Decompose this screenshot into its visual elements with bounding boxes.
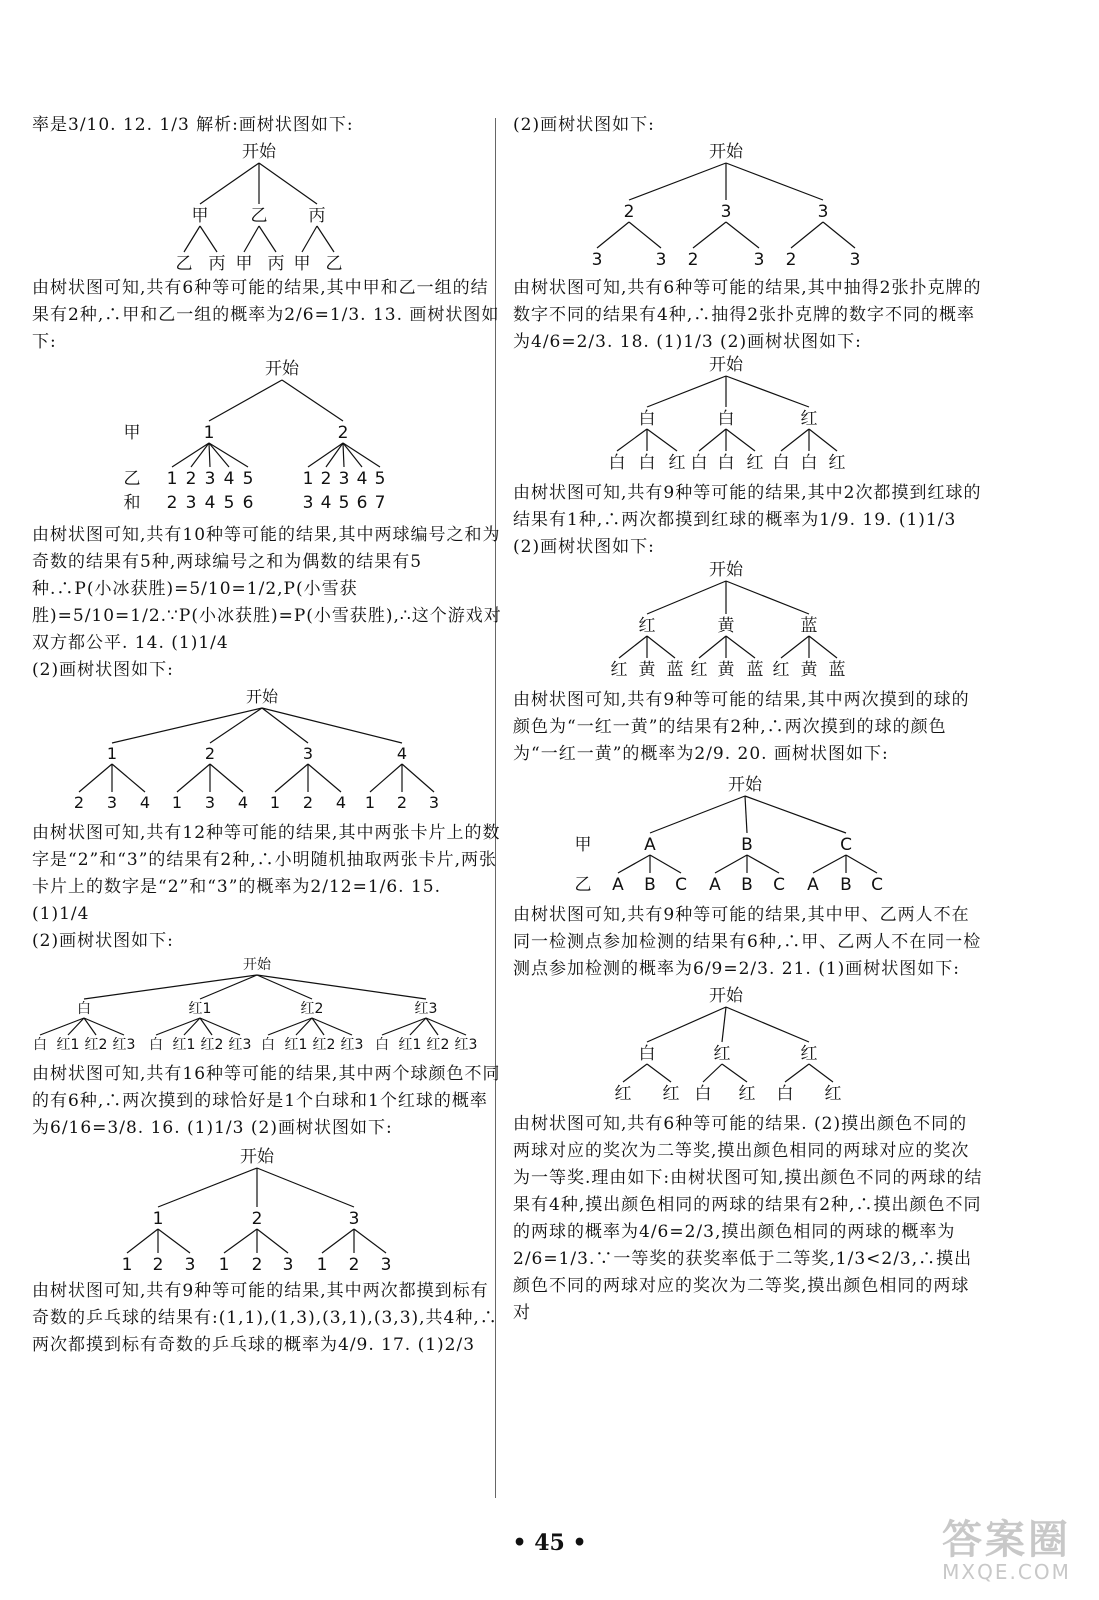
tree-node-label: 黄 xyxy=(717,616,735,636)
tree-branch-line xyxy=(184,226,200,252)
tree-root-label: 开始 xyxy=(728,775,762,795)
tree-leaf-label: 1 xyxy=(316,1255,328,1275)
answer-text: (2)画树状图如下: xyxy=(513,115,655,135)
tree-branch-line xyxy=(210,708,262,743)
tree-branch-line xyxy=(268,1018,312,1035)
tree-sum-label: 4 xyxy=(204,493,216,513)
tree-branch-line xyxy=(354,1229,386,1253)
tree-root-label: 开始 xyxy=(240,1147,274,1167)
answer-text: 由树状图可知,共有9种等可能的结果,其中两次摸到的球的颜色为“一红一黄”的结果有2种,∴两次摸到的球的颜色为“一红一黄”的概率为2/9. 20. 画树状图如下: xyxy=(513,690,970,764)
tree-branch-line xyxy=(726,581,809,614)
answer-text: 由树状图可知,共有9种等可能的结果,其中两次都摸到标有奇数的乒乓球的结果有:(1,1),(1,3),(3,1),(3,3),共4种,∴两次都摸到标有奇数的乒乓球的概率为4/9. 17. (1)2/3 xyxy=(32,1281,498,1355)
tree-leaf-label: 3 xyxy=(204,469,216,489)
tree-branch-line xyxy=(84,975,257,999)
tree-branch-line xyxy=(650,855,681,873)
tree-leaf-label: 蓝 xyxy=(828,660,846,680)
tree-leaf-label: 2 xyxy=(302,793,314,812)
tree-branch-line xyxy=(326,443,343,467)
tree-branch-line xyxy=(699,429,726,451)
tree-leaf-label: 红 xyxy=(662,1084,680,1104)
tree-branch-line xyxy=(726,1007,809,1042)
tree-branch-line xyxy=(726,636,755,658)
tree-leaf-label: 4 xyxy=(139,793,151,812)
answer-text: (2)画树状图如下: xyxy=(32,660,174,680)
tree-node-label: 红 xyxy=(800,1044,818,1064)
tree-leaf-label: 白 xyxy=(717,453,735,473)
tree-branch-line xyxy=(343,443,344,467)
tree-node-label: 3 xyxy=(348,1209,360,1229)
tree-leaf-label: 白 xyxy=(694,1084,712,1104)
tree-leaf-label: 3 xyxy=(849,250,861,270)
tree-sum-label: 3 xyxy=(302,493,314,513)
tree-branch-line xyxy=(647,376,726,407)
tree-branch-line xyxy=(619,636,647,658)
tree-root-label: 开始 xyxy=(265,359,299,379)
tree-leaf-label: 5 xyxy=(242,469,254,489)
answer-text: 由树状图可知,共有9种等可能的结果,其中甲、乙两人不在同一检测点参加检测的结果有6种,∴甲、乙两人不在同一检测点参加检测的概率为6/9=2/3. 21. (1)画树状图如下: xyxy=(513,905,982,979)
tree-branch-line xyxy=(726,222,759,248)
tree-branch-line xyxy=(813,855,846,873)
tree-branch-line xyxy=(722,1064,747,1082)
tree-branch-line xyxy=(259,163,317,204)
tree-branch-line xyxy=(647,1064,671,1082)
tree-branch-line xyxy=(262,708,402,743)
tree-leaf-label: 红2 xyxy=(84,1037,108,1053)
tree-branch-line xyxy=(275,764,308,792)
tree-leaf-label: 红1 xyxy=(284,1037,308,1053)
tree-leaf-label: 2 xyxy=(785,250,797,270)
tree-leaf-label: 4 xyxy=(237,793,249,812)
tree-sum-label: 4 xyxy=(320,493,332,513)
tree-branch-line xyxy=(158,1168,257,1207)
tree-branch-line xyxy=(79,764,112,792)
tree-leaf-label: 白 xyxy=(608,453,626,473)
tree-branch-line xyxy=(823,222,855,248)
tree-leaf-label: 红3 xyxy=(228,1037,252,1053)
tree-branch-line xyxy=(809,636,837,658)
tree-node-label: 红 xyxy=(800,409,818,429)
tree-leaf-label: 红 xyxy=(668,453,686,473)
tree-branch-line xyxy=(209,443,210,467)
answer-text: 率是3/10. 12. 1/3 解析:画树状图如下: xyxy=(32,115,354,135)
tree-leaf-label: 3 xyxy=(282,1255,294,1275)
tree-sum-label: 2 xyxy=(166,493,178,513)
tree-leaf-label: 白 xyxy=(690,453,708,473)
tree-leaf-label: 红2 xyxy=(200,1037,224,1053)
tree-leaf-label: A xyxy=(709,875,721,895)
tree-branch-line xyxy=(257,1168,354,1207)
tree-row-label: 乙 xyxy=(123,469,141,489)
tree-root-label: 开始 xyxy=(245,687,279,706)
tree-leaf-label: C xyxy=(773,875,785,895)
right-column xyxy=(513,112,983,1327)
tree-leaf-label: 1 xyxy=(269,793,281,812)
tree-branch-line xyxy=(791,222,823,248)
answer-text: 由树状图可知,共有12种等可能的结果,其中两张卡片上的数字是“2”和“3”的结果有2种,∴小明随机抽取两张卡片,两张卡片上的数字是“2”和“3”的概率为2/12=1/6. 15. (1)1/4 xyxy=(32,823,501,924)
tree-branch-line xyxy=(191,443,209,467)
tree-branch-line xyxy=(726,163,823,200)
tree-branch-line xyxy=(726,429,755,451)
tree-leaf-label: 白 xyxy=(149,1037,163,1053)
tree-sum-label: 6 xyxy=(356,493,368,513)
tree-branch-line xyxy=(781,429,809,451)
tree-node-label: 红 xyxy=(638,616,656,636)
tree-branch-line xyxy=(726,376,809,407)
tree-leaf-label: 红1 xyxy=(398,1037,422,1053)
tree-branch-line xyxy=(745,796,846,833)
tree-leaf-label: 红 xyxy=(614,1084,632,1104)
tree-branch-line xyxy=(257,1229,288,1253)
tree-row-label: 乙 xyxy=(574,875,592,895)
tree-leaf-label: 红 xyxy=(746,453,764,473)
tree-branch-line xyxy=(308,443,343,467)
tree-leaf-label: 红2 xyxy=(312,1037,336,1053)
tree-leaf-label: 4 xyxy=(356,469,368,489)
tree-leaf-label: 2 xyxy=(251,1255,263,1275)
answer-text: 由树状图可知,共有6种等可能的结果,其中抽得2张扑克牌的数字不同的结果有4种,∴抽得2张扑克牌的数字不同的概率为4/6=2/3. 18. (1)1/3 (2)画树状图如下: xyxy=(513,278,982,352)
tree-root-label: 开始 xyxy=(709,560,743,580)
tree-branch-line xyxy=(722,1007,726,1042)
tree-leaf-label: 2 xyxy=(185,469,197,489)
tree-branch-line xyxy=(40,1018,84,1035)
tree-node-label: 红 xyxy=(713,1044,731,1064)
tree-leaf-label: B xyxy=(840,875,852,895)
tree-diagram xyxy=(513,139,983,275)
tree-leaf-label: 3 xyxy=(106,793,118,812)
tree-leaf-label: 3 xyxy=(591,250,603,270)
tree-leaf-label: 红2 xyxy=(426,1037,450,1053)
tree-branch-line xyxy=(158,1229,190,1253)
tree-branch-line xyxy=(629,222,661,248)
tree-leaf-label: 3 xyxy=(204,793,216,812)
tree-branch-line xyxy=(809,429,837,451)
tree-leaf-label: 黄 xyxy=(638,660,656,680)
tree-leaf-label: 红1 xyxy=(172,1037,196,1053)
tree-node-label: 3 xyxy=(720,202,732,222)
tree-sum-label: 6 xyxy=(242,493,254,513)
tree-root-label: 开始 xyxy=(709,142,743,162)
tree-leaf-label: 甲 xyxy=(235,254,253,274)
tree-leaf-label: B xyxy=(741,875,753,895)
answer-text: (2)画树状图如下: xyxy=(513,537,655,557)
tree-leaf-label: C xyxy=(871,875,883,895)
tree-leaf-label: 黄 xyxy=(717,660,735,680)
tree-leaf-label: 蓝 xyxy=(746,660,764,680)
tree-branch-line xyxy=(647,1007,726,1042)
tree-branch-line xyxy=(200,163,259,204)
tree-branch-line xyxy=(629,163,726,200)
answer-text: 由树状图可知,共有16种等可能的结果,其中两个球颜色不同的有6种,∴两次摸到的球恰好是1个白球和1个红球的概率为6/16=3/8. 16. (1)1/3 (2)画树状图如下: xyxy=(32,1064,501,1138)
tree-branch-line xyxy=(402,764,434,792)
tree-leaf-label: 2 xyxy=(320,469,332,489)
tree-node-label: 白 xyxy=(638,409,656,429)
tree-leaf-label: 白 xyxy=(800,453,818,473)
tree-leaf-label: 1 xyxy=(364,793,376,812)
tree-branch-line xyxy=(699,636,726,658)
tree-leaf-label: 红3 xyxy=(454,1037,478,1053)
tree-leaf-label: 红 xyxy=(738,1084,756,1104)
tree-node-label: 红2 xyxy=(300,1001,324,1017)
tree-node-label: 白 xyxy=(638,1044,656,1064)
tree-branch-line xyxy=(172,443,209,467)
tree-leaf-label: 红 xyxy=(772,660,790,680)
tree-leaf-label: B xyxy=(644,875,656,895)
tree-branch-line xyxy=(343,443,380,467)
tree-branch-line xyxy=(259,226,276,252)
tree-leaf-label: 红 xyxy=(824,1084,842,1104)
tree-leaf-label: 2 xyxy=(348,1255,360,1275)
tree-branch-line xyxy=(715,855,747,873)
tree-leaf-label: 红1 xyxy=(56,1037,80,1053)
tree-leaf-label: 黄 xyxy=(800,660,818,680)
tree-leaf-label: 3 xyxy=(184,1255,196,1275)
tree-leaf-label: 1 xyxy=(121,1255,133,1275)
tree-branch-line xyxy=(177,764,210,792)
tree-branch-line xyxy=(200,226,217,252)
tree-leaf-label: 2 xyxy=(396,793,408,812)
tree-leaf-label: 红3 xyxy=(340,1037,364,1053)
tree-diagram xyxy=(32,139,502,275)
tree-sum-label: 7 xyxy=(374,493,386,513)
tree-leaf-label: 白 xyxy=(261,1037,275,1053)
tree-node-label: 2 xyxy=(251,1209,263,1229)
tree-sum-label: 5 xyxy=(223,493,235,513)
tree-leaf-label: A xyxy=(807,875,819,895)
tree-node-label: 2 xyxy=(623,202,635,222)
tree-leaf-label: 乙 xyxy=(175,254,193,274)
tree-leaf-label: 甲 xyxy=(293,254,311,274)
tree-branch-line xyxy=(623,1064,647,1082)
tree-node-label: 乙 xyxy=(250,206,268,226)
tree-leaf-label: 5 xyxy=(374,469,386,489)
tree-branch-line xyxy=(747,855,779,873)
tree-leaf-label: 3 xyxy=(655,250,667,270)
tree-branch-line xyxy=(302,226,317,252)
tree-leaf-label: 1 xyxy=(302,469,314,489)
tree-leaf-label: 3 xyxy=(338,469,350,489)
tree-branch-line xyxy=(647,636,675,658)
tree-branch-line xyxy=(322,1229,354,1253)
tree-branch-line xyxy=(127,1229,158,1253)
answer-text: (2)画树状图如下: xyxy=(32,931,174,951)
tree-branch-line xyxy=(209,443,229,467)
tree-node-label: 白 xyxy=(717,409,735,429)
tree-branch-line xyxy=(257,975,426,999)
tree-diagram xyxy=(513,768,983,902)
tree-branch-line xyxy=(809,1064,833,1082)
tree-branch-line xyxy=(112,708,262,743)
tree-branch-line xyxy=(224,1229,257,1253)
tree-branch-line xyxy=(647,581,726,614)
tree-branch-line xyxy=(597,222,629,248)
tree-row-label: 和 xyxy=(123,493,141,513)
tree-branch-line xyxy=(382,1018,426,1035)
tree-node-label: 1 xyxy=(152,1209,164,1229)
answer-text: 由树状图可知,共有10种等可能的结果,其中两球编号之和为奇数的结果有5种,两球编号之和为偶数的结果有5种.∴P(小冰获胜)=5/10=1/2,P(小雪获胜)=5/10=1/2.∵P(小冰获胜)=P(小雪获胜),∴这个游戏对双方都公平. 14. (1)1/4 xyxy=(32,525,502,653)
tree-node-label: 1 xyxy=(106,744,118,763)
tree-branch-line xyxy=(317,226,334,252)
tree-sum-label: 5 xyxy=(338,493,350,513)
tree-branch-line xyxy=(112,764,145,792)
tree-branch-line xyxy=(209,380,282,421)
tree-node-label: C xyxy=(840,835,852,855)
tree-leaf-label: 3 xyxy=(428,793,440,812)
tree-node-label: 红1 xyxy=(188,1001,212,1017)
tree-row-label: 甲 xyxy=(123,423,141,443)
tree-branch-line xyxy=(703,1064,722,1082)
tree-leaf-label: 红 xyxy=(690,660,708,680)
tree-leaf-label: 蓝 xyxy=(666,660,684,680)
watermark-logo: 答案圈 MXQE.COM xyxy=(942,1517,1071,1584)
tree-leaf-label: 白 xyxy=(772,453,790,473)
answer-text: 由树状图可知,共有9种等可能的结果,其中2次都摸到红球的结果有1种,∴两次都摸到红球的概率为1/9. 19. (1)1/3 xyxy=(513,483,982,530)
tree-leaf-label: 3 xyxy=(380,1255,392,1275)
tree-branch-line xyxy=(846,855,877,873)
answer-text: 由树状图可知,共有6种等可能的结果. (2)摸出颜色不同的两球对应的奖次为二等奖,摸出颜色相同的两球对应的奖次为一等奖.理由如下:由树状图可知,摸出颜色不同的两球的结果有4种,摸出颜色相同的两球的结果有2种,∴摸出颜色不同的两球的概率为4/6=2/3,摸出颜色相同的两球的概率为2/6=1/3.∵一等奖的获奖率低于二等奖,1/3<2/3,∴摸出颜色不同的两球对应的奖次为二等奖,摸出颜色相同的两球对 xyxy=(513,1114,983,1323)
tree-branch-line xyxy=(650,796,745,833)
tree-leaf-label: C xyxy=(675,875,687,895)
tree-node-label: 蓝 xyxy=(800,616,818,636)
tree-leaf-label: 1 xyxy=(171,793,183,812)
tree-node-label: 3 xyxy=(302,744,314,763)
tree-leaf-label: 丙 xyxy=(208,254,226,274)
tree-branch-line xyxy=(244,226,259,252)
tree-branch-line xyxy=(693,222,726,248)
tree-diagram xyxy=(32,1142,502,1278)
tree-branch-line xyxy=(308,764,341,792)
tree-leaf-label: A xyxy=(612,875,624,895)
tree-diagram xyxy=(513,983,983,1111)
tree-leaf-label: 3 xyxy=(753,250,765,270)
tree-node-label: 白 xyxy=(77,1001,91,1017)
tree-node-label: A xyxy=(644,835,656,855)
tree-branch-line xyxy=(618,855,650,873)
tree-root-label: 开始 xyxy=(709,986,743,1006)
tree-node-label: 甲 xyxy=(191,206,209,226)
tree-leaf-label: 4 xyxy=(335,793,347,812)
tree-row-label: 甲 xyxy=(574,835,592,855)
tree-leaf-label: 4 xyxy=(223,469,235,489)
tree-leaf-label: 白 xyxy=(33,1037,47,1053)
tree-root-label: 开始 xyxy=(709,355,743,375)
tree-leaf-label: 白 xyxy=(375,1037,389,1053)
tree-branch-line xyxy=(209,443,248,467)
page-number: • 45 • xyxy=(512,1530,587,1556)
tree-branch-line xyxy=(647,429,677,451)
tree-leaf-label: 2 xyxy=(73,793,85,812)
tree-branch-line xyxy=(617,429,647,451)
tree-branch-line xyxy=(156,1018,200,1035)
tree-branch-line xyxy=(745,796,747,833)
tree-branch-line xyxy=(343,443,362,467)
tree-diagram xyxy=(513,561,983,687)
answer-text: 由树状图可知,共有6种等可能的结果,其中甲和乙一组的结果有2种,∴甲和乙一组的概率为2/6=1/3. 13. 画树状图如下: xyxy=(32,278,500,352)
tree-root-label: 开始 xyxy=(243,957,271,973)
left-column xyxy=(32,112,502,1359)
tree-leaf-label: 白 xyxy=(776,1084,794,1104)
tree-leaf-label: 红 xyxy=(828,453,846,473)
tree-node-label: 3 xyxy=(817,202,829,222)
tree-branch-line xyxy=(370,764,402,792)
tree-branch-line xyxy=(781,636,809,658)
tree-diagram xyxy=(32,955,502,1061)
tree-leaf-label: 丙 xyxy=(267,254,285,274)
tree-node-label: 丙 xyxy=(308,206,326,226)
tree-node-label: 4 xyxy=(396,744,408,763)
tree-leaf-label: 1 xyxy=(166,469,178,489)
tree-branch-line xyxy=(210,764,243,792)
tree-branch-line xyxy=(785,1064,809,1082)
tree-node-label: 2 xyxy=(337,423,349,443)
tree-diagram xyxy=(32,356,502,522)
tree-leaf-label: 红3 xyxy=(112,1037,136,1053)
tree-branch-line xyxy=(282,380,343,421)
tree-diagram xyxy=(513,356,983,480)
tree-node-label: 红3 xyxy=(414,1001,438,1017)
tree-root-label: 开始 xyxy=(242,142,276,162)
tree-leaf-label: 白 xyxy=(638,453,656,473)
tree-node-label: 2 xyxy=(204,744,216,763)
tree-node-label: B xyxy=(741,835,753,855)
tree-node-label: 1 xyxy=(203,423,215,443)
tree-sum-label: 3 xyxy=(185,493,197,513)
tree-leaf-label: 乙 xyxy=(325,254,343,274)
tree-leaf-label: 2 xyxy=(687,250,699,270)
tree-diagram xyxy=(32,684,502,820)
tree-leaf-label: 1 xyxy=(218,1255,230,1275)
tree-leaf-label: 红 xyxy=(610,660,628,680)
tree-leaf-label: 2 xyxy=(152,1255,164,1275)
